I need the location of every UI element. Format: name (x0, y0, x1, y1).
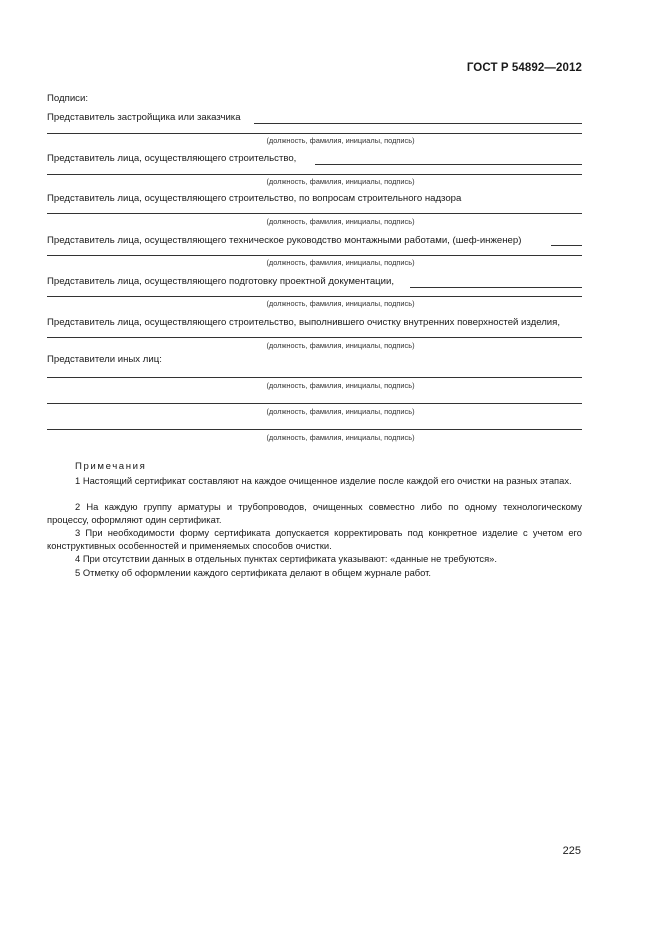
signature-caption: (должность, фамилия, инициалы, подпись) (266, 177, 415, 186)
note-item: 4 При отсутствии данных в отдельных пунктах сертификата указывают: «данные не требуются». (75, 553, 497, 564)
signature-caption: (должность, фамилия, инициалы, подпись) (266, 341, 415, 350)
signature-line-customer[interactable] (254, 123, 582, 124)
signature-line-builder[interactable] (315, 164, 582, 165)
signature-label-design: Представитель лица, осуществляющего подготовку проектной документации, (47, 276, 395, 287)
note-item: 1 Настоящий сертификат составляют на каждое очищенное изделие после каждой его очистки на разных этапах. (75, 475, 572, 486)
signature-caption: (должность, фамилия, инициалы, подпись) (266, 217, 415, 226)
signature-caption: (должность, фамилия, инициалы, подпись) (266, 299, 415, 308)
signature-caption: (должность, фамилия, инициалы, подпись) (266, 381, 415, 390)
signature-label-others: Представители иных лиц: (47, 354, 162, 365)
signature-label-builder: Представитель лица, осуществляющего строительство, (47, 153, 297, 164)
signature-caption: (должность, фамилия, инициалы, подпись) (266, 258, 415, 267)
signature-caption: (должность, фамилия, инициалы, подпись) (266, 433, 415, 442)
signature-line-chief-engineer-2[interactable] (47, 255, 582, 256)
signature-label-cleaning: Представитель лица, осуществляющего строительство, выполнившего очистку внутренних поверхностей изделия, (47, 317, 561, 328)
signatures-heading: Подписи: (47, 93, 88, 104)
document-code: ГОСТ Р 54892—2012 (466, 62, 582, 74)
note-item: 2 На каждую группу арматуры и трубопроводов, очищенных совместно либо по одному технологическому процессу, оформляют один сертификат. (47, 501, 582, 525)
signature-line-other-3[interactable] (47, 429, 582, 430)
note-item: 5 Отметку об оформлении каждого сертификата делают в общем журнале работ. (75, 567, 432, 578)
page-number: 225 (562, 845, 581, 857)
signature-line-design[interactable] (410, 287, 582, 288)
signature-label-supervision: Представитель лица, осуществляющего строительство, по вопросам строительного надзора (47, 193, 462, 204)
signature-caption: (должность, фамилия, инициалы, подпись) (266, 136, 415, 145)
signature-line-builder-2[interactable] (47, 174, 582, 175)
note-item: 3 При необходимости форму сертификата допускается корректировать под конкретное изделие с учетом его конструктивных особенностей и применяемых способов очистки. (47, 527, 582, 551)
signature-label-customer: Представитель застройщика или заказчика (47, 112, 241, 123)
signature-line-other-2[interactable] (47, 403, 582, 404)
signature-line-other-1[interactable] (47, 377, 582, 378)
signature-line-supervision[interactable] (47, 213, 582, 214)
signature-line-customer-2[interactable] (47, 133, 582, 134)
signature-line-cleaning[interactable] (47, 337, 582, 338)
signature-caption: (должность, фамилия, инициалы, подпись) (266, 407, 415, 416)
signature-label-chief-engineer: Представитель лица, осуществляющего техническое руководство монтажными работами, (шеф-инженер) (47, 235, 522, 246)
signature-line-chief-engineer[interactable] (551, 245, 582, 246)
notes-title: Примечания (75, 461, 147, 472)
signature-line-design-2[interactable] (47, 296, 582, 297)
